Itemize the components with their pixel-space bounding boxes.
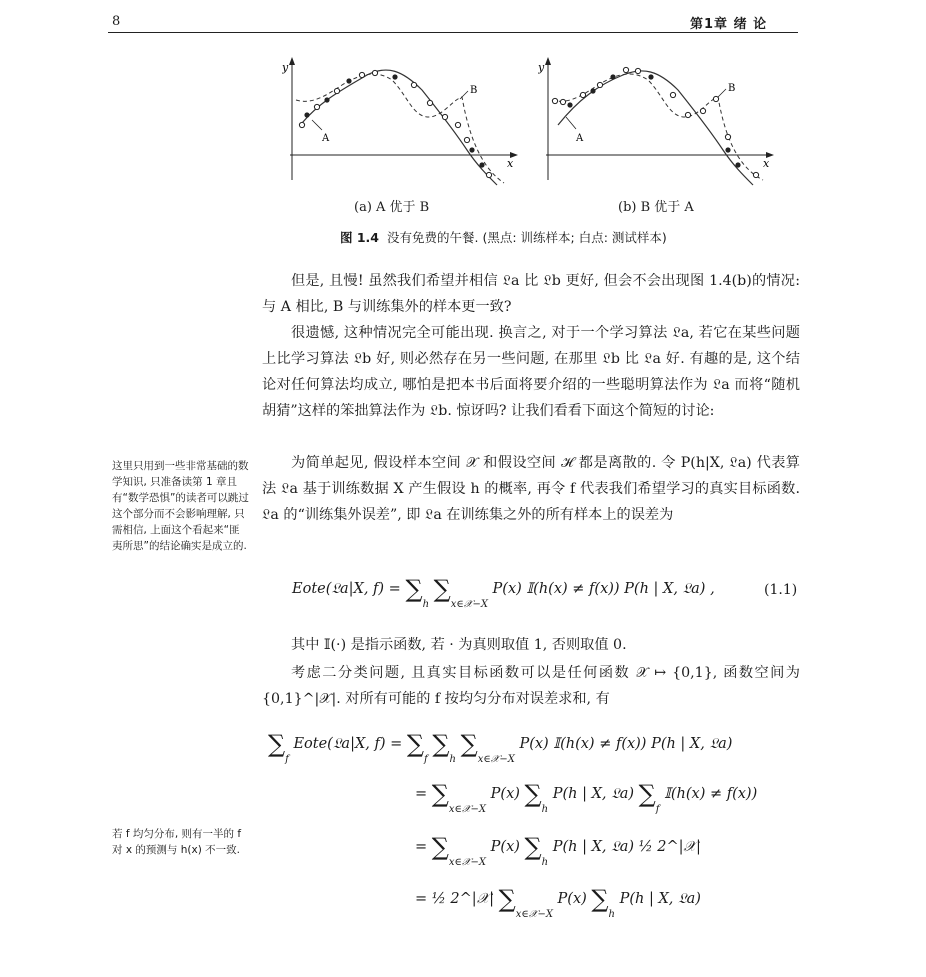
sum-symbol: ∑ (524, 833, 542, 861)
header-rule (108, 32, 798, 33)
eq2-line3-term-a: P(x) (490, 839, 520, 855)
sum-symbol: ∑ (638, 780, 656, 808)
equals-sign: = (415, 891, 428, 907)
eq2-line4-term-b: P(x) (557, 891, 587, 907)
panel-a-caption: (a) A 优于 B (354, 200, 430, 215)
paragraph-4: 其中 𝕀(·) 是指示函数, 若 · 为真则取值 1, 否则取值 0. (291, 637, 627, 653)
paragraph-1: 但是, 且慢! 虽然我们希望并相信 𝔏a 比 𝔏b 更好, 但会不会出现图 1.4(b)的情况: 与 A 相比, B 与训练集外的样本更一致? (262, 273, 800, 315)
figure-caption-number: 图 1.4 (340, 230, 379, 245)
paragraph-2: 很遗憾, 这种情况完全可能出现. 换言之, 对于一个学习算法 𝔏a, 若它在某些问题上比学习算法 𝔏b 好, 则必然存在另一些问题, 在那里 𝔏b 比 𝔏a 好. 有趣的是, 这个结论对任何算法均成立, 哪怕是把本书后面将要介绍的一些聪明算法作为 𝔏a 而将“随机胡猜”这样的笨拙算法作为 𝔏b. 惊讶吗? 让我们看看下面这个简短的讨论: (262, 325, 800, 419)
chapter-title: 第1章 绪 论 (690, 17, 768, 32)
equals-sign: = (415, 786, 428, 802)
panel-b-x-label: x (763, 157, 770, 170)
figure-caption-text: 没有免费的午餐. (黑点: 训练样本; 白点: 测试样本) (387, 230, 667, 245)
panel-a-curve-b-label: B (470, 85, 478, 96)
equation-number: (1.1) (764, 582, 798, 598)
panel-b-caption: (b) B 优于 A (618, 200, 694, 215)
page-number: 8 (112, 14, 121, 29)
sum-symbol: ∑ (406, 730, 425, 758)
sum-symbol: ∑ (524, 780, 542, 808)
eq2-line4-term-a: ½ 2^|𝒳| (431, 891, 495, 907)
figure-panel-a (282, 55, 522, 215)
sum-h-subscript: h (541, 804, 549, 815)
sum-h-subscript: h (541, 857, 549, 868)
panel-a-x-label: x (507, 157, 514, 170)
sum-symbol: ∑ (431, 833, 449, 861)
sum-x-subscript: x∈𝒳−X (448, 857, 487, 868)
equals-sign: = (415, 839, 428, 855)
sidenote-math: 这里只用到一些非常基础的数学知识, 只准备读第 1 章且有“数学恐惧”的读者可以跳过这个部分而不会影响理解, 只需相信, 上面这个看起来“匪夷所思”的结论确实是成立的. (112, 460, 249, 552)
panel-b-curve-b-label: B (728, 83, 736, 94)
eq2-line3-term-b: P(h | X, 𝔏a) ½ 2^|𝒳| (552, 839, 701, 855)
sum-x-subscript: x∈𝒳−X (515, 909, 553, 920)
sum-f-subscript: f (655, 804, 660, 815)
panel-a-plot (282, 55, 522, 190)
panel-b-plot (538, 55, 778, 190)
sum-x-subscript: x∈𝒳−X (450, 599, 488, 610)
sum-symbol: ∑ (268, 730, 286, 758)
sum-x-subscript: x∈𝒳−X (477, 754, 515, 765)
eq2-line2-term-c: 𝕀(h(x) ≠ f(x)) (664, 786, 758, 802)
panel-b-y-label: y (538, 61, 545, 74)
paragraph-5: 考虑二分类问题, 且真实目标函数可以是任何函数 𝒳 ↦ {0,1}, 函数空间为 {0,1}^|𝒳|. 对所有可能的 f 按均匀分布对误差求和, 有 (262, 665, 800, 707)
sidenote-uniform: 若 f 均匀分布, 则有一半的 f 对 x 的预测与 h(x) 不一致. (112, 828, 242, 856)
sum-h-subscript: h (422, 599, 430, 610)
eq2-lhs: Eote(𝔏a|X, f) = (293, 736, 403, 752)
sum-symbol: ∑ (431, 780, 449, 808)
sum-f-subscript: f (285, 754, 289, 765)
panel-b-curve-a-label: A (576, 133, 584, 144)
sum-symbol: ∑ (460, 730, 478, 758)
sum-h-subscript: h (608, 909, 615, 920)
sum-x-subscript: x∈𝒳−X (448, 804, 487, 815)
eq1-rhs: P(x) 𝕀(h(x) ≠ f(x)) P(h | X, 𝔏a) , (492, 581, 715, 597)
eq2-line2-term-b: P(h | X, 𝔏a) (552, 786, 635, 802)
eq1-lhs: Eote(𝔏a|X, f) = (292, 581, 401, 597)
figure-caption (340, 228, 667, 246)
sum-h-subscript: h (449, 754, 456, 765)
figure-panel-b (538, 55, 778, 215)
panel-a-curve-a-label: A (322, 133, 330, 144)
sum-symbol: ∑ (433, 575, 451, 603)
eq2-line4-term-c: P(h | X, 𝔏a) (619, 891, 701, 907)
sum-symbol: ∑ (591, 885, 609, 913)
eq2-line2-term-a: P(x) (490, 786, 520, 802)
sum-symbol: ∑ (498, 885, 516, 913)
eq2-line1-rhs: P(x) 𝕀(h(x) ≠ f(x)) P(h | X, 𝔏a) (519, 736, 733, 752)
sum-symbol: ∑ (432, 730, 450, 758)
sum-f-subscript: f (424, 754, 428, 765)
paragraph-3: 为简单起见, 假设样本空间 𝒳 和假设空间 ℋ 都是离散的. 令 P(h|X, 𝔏a) 代表算法 𝔏a 基于训练数据 X 产生假设 h 的概率, 再令 f 代表我们希望学习的真实目标函数. 𝔏a 的“训练集外误差”, 即 𝔏a 在训练集之外的所有样本上的误差为 (262, 455, 800, 523)
sum-symbol: ∑ (405, 575, 423, 603)
panel-a-y-label: y (282, 61, 289, 74)
